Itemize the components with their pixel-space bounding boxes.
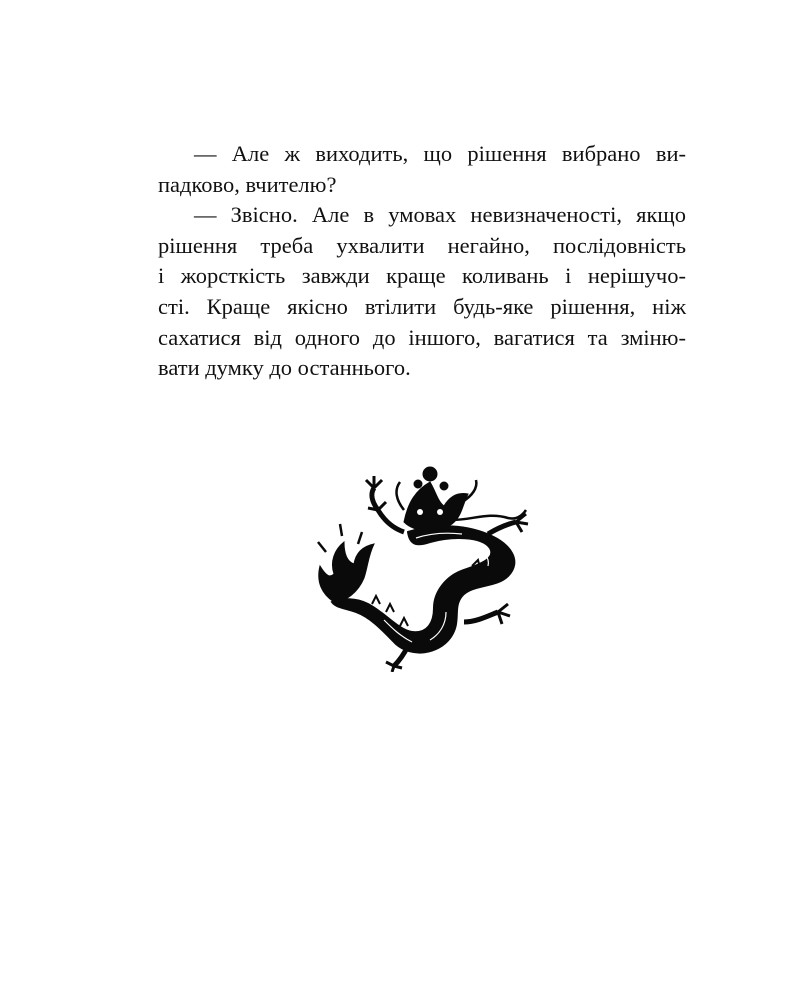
text-line: і жорсткість завжди краще коливань і нерішучо- xyxy=(158,263,686,289)
text-line: рішення треба ухвалити негайно, послідовність xyxy=(158,232,686,258)
text-line: сахатися від одного до іншого, вагатися та зміню- xyxy=(158,324,686,350)
text-line: сті. Краще якісно втілити будь-яке рішення, ніж xyxy=(158,293,686,319)
text-line: падково, вчителю? xyxy=(158,171,337,197)
dragon-icon xyxy=(312,462,532,672)
dialogue-text xyxy=(158,139,686,384)
text-line: — Звісно. Але в умовах невизначеності, якщо xyxy=(194,202,686,228)
text-line: вати думку до останнього. xyxy=(158,355,411,381)
text-line: — Але ж виходить, що рішення вибрано ви- xyxy=(194,141,686,166)
